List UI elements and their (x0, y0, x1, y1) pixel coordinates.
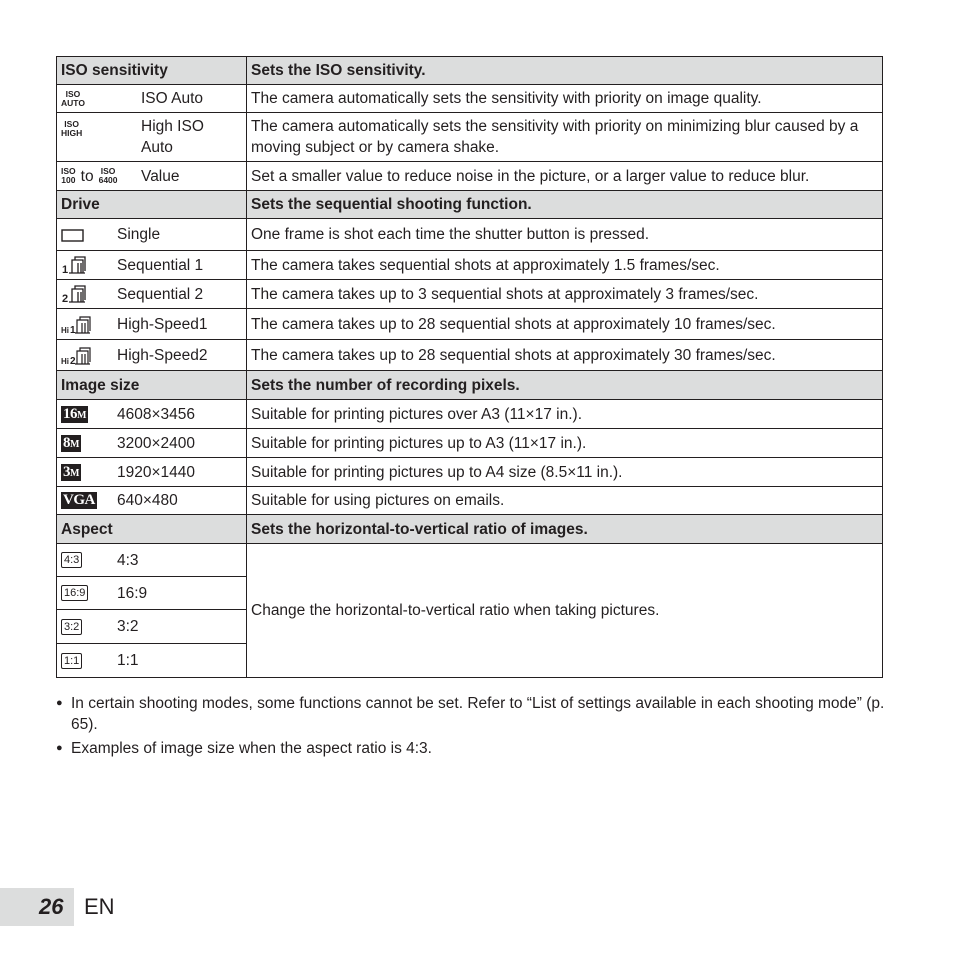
section-description: Sets the ISO sensitivity. (247, 57, 883, 85)
option-label: Sequential 1 (117, 256, 204, 274)
table-row (57, 458, 883, 487)
option-description: Suitable for printing pictures over A3 (11×17 in.). (247, 400, 883, 429)
table-row (57, 487, 883, 515)
size-8m-icon: 8M (63, 434, 79, 451)
iso-high-icon: ISO HIGH (61, 119, 83, 138)
aspect-3-2-icon: 3:2 (61, 619, 82, 635)
svg-text:1: 1 (62, 264, 69, 275)
high-speed-1-icon (61, 313, 117, 335)
section-name: Aspect (57, 515, 247, 544)
table-row (57, 340, 883, 371)
option-label: Value (141, 167, 180, 185)
table-row (57, 85, 883, 113)
option-label: 4:3 (117, 551, 139, 569)
option-description: Suitable for printing pictures up to A4 size (8.5×11 in.). (247, 458, 883, 487)
aspect-16-9-icon: 16:9 (61, 585, 88, 601)
note-text: In certain shooting modes, some functions cannot be set. Refer to “List of settings available in each shooting mode” (p. 65). (71, 695, 885, 733)
iso-6400-icon: ISO 6400 (98, 166, 118, 185)
option-description: The camera takes up to 28 sequential shots at approximately 30 frames/sec. (247, 340, 883, 371)
option-label: 4608×3456 (117, 405, 196, 423)
section-name: ISO sensitivity (57, 57, 247, 85)
settings-table (56, 56, 883, 678)
language-code: EN (84, 894, 115, 919)
table-row (57, 309, 883, 340)
svg-text:Hi: Hi (61, 326, 69, 335)
notes (56, 693, 886, 762)
svg-text:1: 1 (70, 325, 76, 335)
option-description: One frame is shot each time the shutter button is pressed. (247, 219, 883, 251)
aspect-1-1-icon: 1:1 (61, 653, 82, 669)
option-description: Suitable for printing pictures up to A3 (11×17 in.). (247, 429, 883, 458)
svg-text:Hi: Hi (61, 357, 69, 366)
table-row (57, 400, 883, 429)
option-label: High-Speed2 (117, 346, 208, 364)
section-description: Sets the sequential shooting function. (247, 191, 883, 219)
section-name: Drive (57, 191, 247, 219)
aspect-4-3-icon: 4:3 (61, 552, 82, 568)
bullet-icon: ● (56, 742, 63, 754)
note-text: Examples of image size when the aspect ratio is 4:3. (71, 740, 432, 757)
option-label: High ISO Auto (141, 118, 204, 156)
note-item (56, 693, 886, 735)
option-label: Sequential 2 (117, 285, 204, 303)
option-description: The camera takes sequential shots at approximately 1.5 frames/sec. (247, 251, 883, 280)
option-label: 3200×2400 (117, 434, 196, 452)
option-label: 1920×1440 (117, 463, 196, 481)
sequential-2-icon (61, 284, 117, 304)
iso-auto-icon: ISO AUTO (61, 88, 85, 108)
option-label: High-Speed1 (117, 315, 208, 333)
iso-100-icon: ISO 100 (61, 166, 76, 185)
size-vga-icon: VGA (63, 492, 95, 508)
note-item (56, 738, 886, 759)
section-description: Sets the number of recording pixels. (247, 371, 883, 400)
bullet-icon: ● (56, 697, 63, 709)
section-header-aspect (57, 515, 883, 544)
section-header-drive (57, 191, 883, 219)
option-description: The camera automatically sets the sensitivity with priority on image quality. (247, 85, 883, 113)
svg-text:2: 2 (62, 293, 69, 304)
option-description: The camera takes up to 3 sequential shots at approximately 3 frames/sec. (247, 280, 883, 309)
table-row (57, 113, 883, 162)
option-description: Set a smaller value to reduce noise in the picture, or a larger value to reduce blur. (247, 162, 883, 191)
option-label: 3:2 (117, 618, 139, 635)
svg-text:2: 2 (70, 356, 76, 366)
option-description: The camera automatically sets the sensitivity with priority on minimizing blur caused by a moving subject or by camera shake. (247, 113, 883, 162)
option-description: The camera takes up to 28 sequential shots at approximately 10 frames/sec. (247, 309, 883, 340)
table-row (57, 544, 883, 577)
high-speed-2-icon (61, 344, 117, 366)
section-name: Image size (57, 371, 247, 400)
iso-range-icon: ISO 100 to ISO 6400 (61, 166, 118, 185)
single-frame-icon (61, 227, 117, 243)
option-description: Suitable for using pictures on emails. (247, 487, 883, 515)
option-label: ISO Auto (141, 90, 204, 107)
section-header-image-size (57, 371, 883, 400)
option-label: 1:1 (117, 652, 139, 669)
table-row (57, 251, 883, 280)
option-label: 16:9 (117, 584, 148, 602)
size-3m-icon: 3M (63, 463, 79, 480)
table-row (57, 219, 883, 251)
size-16m-icon: 16M (63, 405, 86, 422)
table-row (57, 429, 883, 458)
table-row (57, 162, 883, 191)
page-number: 26 (39, 894, 64, 919)
option-description: Change the horizontal-to-vertical ratio when taking pictures. (247, 544, 883, 678)
table-row (57, 280, 883, 309)
section-description: Sets the horizontal-to-vertical ratio of images. (247, 515, 883, 544)
section-header-iso (57, 57, 883, 85)
option-label: 640×480 (117, 492, 178, 509)
option-label: Single (117, 226, 161, 243)
sequential-1-icon (61, 255, 117, 275)
